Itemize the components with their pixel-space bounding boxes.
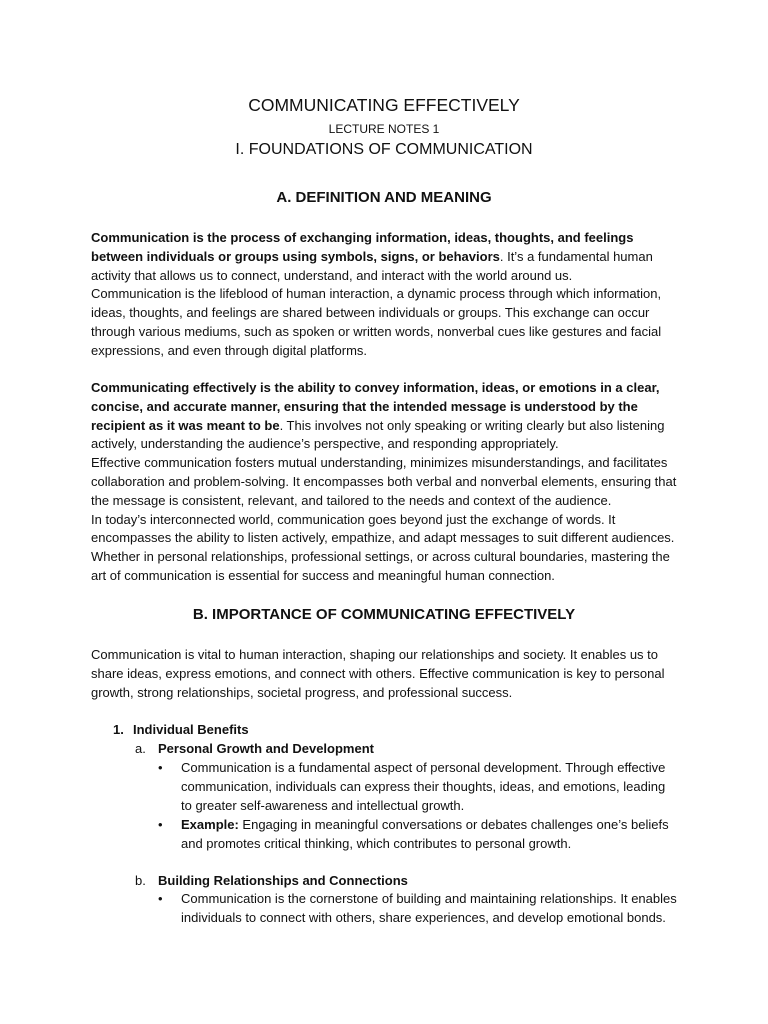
paragraph-effective-bold: Communicating effectively is the ability to convey information, ideas, or emotions in a clear, concise, and accurate manner, ensuring that the intended message is understood by the recipient as it was meant to be bbox=[91, 380, 660, 433]
document-subtitle: LECTURE NOTES 1 bbox=[328, 122, 440, 136]
bullet-text: Communication is a fundamental aspect of personal development. Through effective communication, individuals can express their thoughts, ideas, and emotions, leading to greater self-awareness and intellectual growth. bbox=[181, 760, 666, 813]
paragraph-definition-bold: Communication is the process of exchanging information, ideas, thoughts, and feelings between individuals or groups using symbols, signs, or behaviors bbox=[91, 230, 634, 264]
paragraph-lifeblood: Communication is the lifeblood of human interaction, a dynamic process through which information, ideas, thoughts, and feelings are shared between individuals or groups. This exchange can occur through various mediums, such as spoken or written words, nonverbal cues like gestures and facial expressions, and even through digital platforms. bbox=[91, 286, 662, 358]
definition-paragraphs bbox=[91, 229, 681, 361]
effective-paragraphs bbox=[91, 379, 681, 586]
sublist-letter: b. bbox=[135, 873, 146, 888]
paragraph-definition bbox=[91, 229, 681, 285]
sublist-label: Building Relationships and Connections bbox=[158, 873, 408, 888]
sublist-item-relationships bbox=[135, 872, 408, 891]
paragraph-fosters: Effective communication fosters mutual understanding, minimizes misunderstandings, and facilitates collaboration and problem-solving. It encompasses both verbal and nonverbal elements, ensuring that the message is consistent, relevant, and tailored to the needs and context of the audience. bbox=[91, 455, 677, 508]
bullet-text: Communication is the cornerstone of building and maintaining relationships. It enables individuals to connect with others, share experiences, and develop emotional bonds. bbox=[181, 891, 677, 925]
list-label: Individual Benefits bbox=[133, 722, 249, 737]
list-item-individual-benefits bbox=[113, 721, 249, 740]
bullet-icon: • bbox=[158, 891, 163, 906]
bullet-example-text: Engaging in meaningful conversations or debates challenges one’s beliefs and promotes critical thinking, which contributes to personal growth. bbox=[181, 817, 669, 851]
paragraph-interconnected: In today’s interconnected world, communication goes beyond just the exchange of words. It encompasses the ability to listen actively, empathize, and adapt messages to suit different audiences. Whether in personal relationships, professional settings, or across cultural boundaries, mastering the art of communication is essential for success and meaningful human connection. bbox=[91, 511, 675, 583]
paragraph-importance-intro bbox=[91, 646, 681, 702]
heading-definition: A. DEFINITION AND MEANING bbox=[276, 189, 492, 206]
document-title: COMMUNICATING EFFECTIVELY bbox=[248, 95, 520, 115]
sublist-letter: a. bbox=[135, 741, 146, 756]
bullet-example bbox=[158, 816, 678, 854]
bullet-icon: • bbox=[158, 817, 163, 832]
bullet-personal-development bbox=[158, 759, 678, 815]
bullet-cornerstone bbox=[158, 890, 678, 928]
list-number: 1. bbox=[113, 722, 124, 737]
bullet-text bbox=[181, 816, 678, 854]
section-title: I. FOUNDATIONS OF COMMUNICATION bbox=[235, 141, 533, 158]
bullet-icon: • bbox=[158, 760, 163, 775]
paragraph-definition-rest: . It’s a fundamental human activity that allows us to connect, understand, and interact with the world around us. bbox=[91, 248, 653, 283]
sublist-label: Personal Growth and Development bbox=[158, 741, 374, 756]
paragraph-effective-rest: . This involves not only speaking or writing clearly but also listening actively, understanding the audience’s perspective, and responding appropriately. bbox=[91, 417, 665, 452]
heading-importance: B. IMPORTANCE OF COMMUNICATING EFFECTIVELY bbox=[192, 606, 576, 623]
importance-intro-text: Communication is vital to human interaction, shaping our relationships and society. It enables us to share ideas, express emotions, and connect with others. Effective communication is key to personal growth, strong relationships, societal progress, and professional success. bbox=[91, 647, 665, 700]
sublist-item-personal-growth bbox=[135, 740, 374, 759]
bullet-example-label: Example: bbox=[181, 817, 239, 832]
paragraph-effective bbox=[91, 379, 681, 454]
